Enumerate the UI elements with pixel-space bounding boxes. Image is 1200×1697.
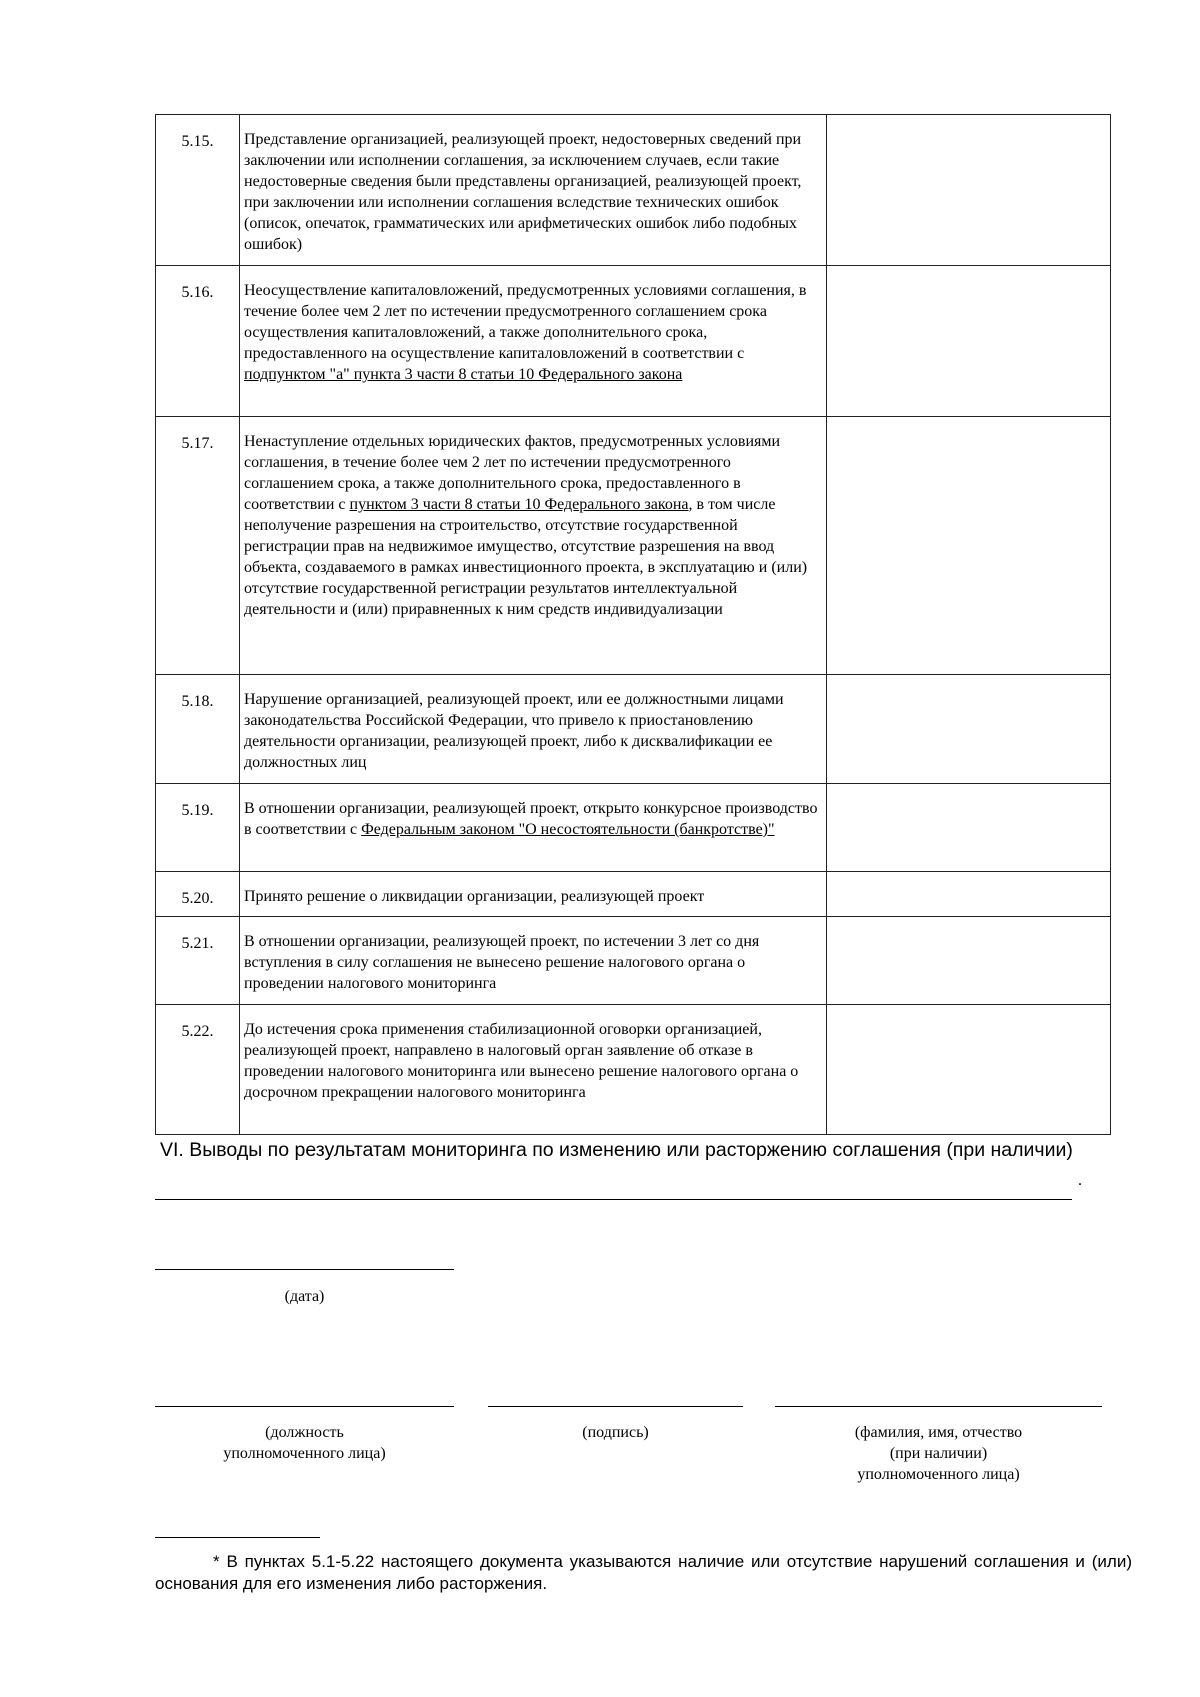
row-text (240, 417, 827, 675)
signature-caption: (подпись) (582, 1424, 649, 1441)
signature-line (488, 1406, 743, 1407)
row-text: В отношении организации, реализующей проект, по истечении 3 лет со дня вступления в силу соглашения не вынесено решение налогового органа о проведении налогового мониторинга (240, 917, 827, 1005)
row-text: Нарушение организацией, реализующей проект, или ее должностными лицами законодательства Российской Федерации, что привело к приостановлению деятельности организации, реализующей проект, либо к дисквалификации ее должностных лиц (240, 675, 827, 784)
row-number: 5.16. (156, 266, 240, 417)
row-value-cell (827, 417, 1111, 675)
position-line (155, 1406, 454, 1407)
row-value-cell (827, 784, 1111, 872)
row-value-cell (827, 1005, 1111, 1135)
row-text-part: Ненаступление отдельных юридических фактов, предусмотренных условиями соглашения, в течение более чем 2 лет по истечении предусмотренного соглашением срока, а также дополнительного срока, предоставленного в соответствии с (244, 433, 781, 513)
table-row (156, 417, 1111, 675)
row-text: Принято решение о ликвидации организации, реализующей проект (240, 872, 827, 917)
table-row (156, 675, 1111, 784)
table-row (156, 115, 1111, 266)
row-number: 5.18. (156, 675, 240, 784)
row-number: 5.19. (156, 784, 240, 872)
row-text: До истечения срока применения стабилизационной оговорки организацией, реализующей проект, направлено в налоговый орган заявление об отказе в проведении налогового мониторинга или вынесено решение налогового органа о досрочном прекращении налогового мониторинга (240, 1005, 827, 1135)
table-row (156, 1005, 1111, 1135)
row-text (240, 784, 827, 872)
date-caption: (дата) (284, 1288, 325, 1305)
footnote: * В пунктах 5.1-5.22 настоящего документа указываются наличие или отсутствие нарушений соглашения и (или) основания для его изменения либо расторжения. (155, 1552, 1132, 1593)
law-link[interactable]: Федеральным законом "О несостоятельности (банкротстве)" (361, 821, 775, 838)
row-number: 5.15. (156, 115, 240, 266)
row-number: 5.21. (156, 917, 240, 1005)
row-number: 5.20. (156, 872, 240, 917)
conclusion-line (155, 1199, 1072, 1200)
row-number: 5.17. (156, 417, 240, 675)
row-value-cell (827, 266, 1111, 417)
table-row (156, 266, 1111, 417)
row-text-part: , в том числе неполучение разрешения на строительство, отсутствие государственной регистрации прав на недвижимое имущество, отсутствие разрешения на ввод объекта, создаваемого в рамках инвестиционного проекта, в эксплуатацию и (или) отсутствие государственной регистрации результатов интеллектуальной деятельности и (или) приравненных к ним средств индивидуализации (244, 496, 808, 618)
table-row (156, 872, 1111, 917)
law-link[interactable]: пунктом 3 части 8 статьи 10 Федерального закона (349, 496, 689, 513)
law-link[interactable]: подпунктом "а" пункта 3 части 8 статьи 10 Федерального закона (244, 366, 683, 383)
table-row (156, 784, 1111, 872)
name-line (775, 1406, 1102, 1407)
name-caption: (фамилия, имя, отчество (при наличии) уполномоченного лица) (854, 1424, 1023, 1483)
row-value-cell (827, 872, 1111, 917)
row-value-cell (827, 675, 1111, 784)
row-text-part: В отношении организации, реализующей проект, открыто конкурсное производство в соответствии с (244, 800, 818, 838)
row-value-cell (827, 115, 1111, 266)
violations-table (155, 114, 1111, 1135)
row-text: Представление организацией, реализующей проект, недостоверных сведений при заключении или исполнении соглашения, за исключением случаев, если такие недостоверные сведения были представлены организацией, реализующей проект, при заключении или исполнении соглашения вследствие технических ошибок (описок, опечаток, грамматических или арифметических ошибок либо подобных ошибок) (240, 115, 827, 266)
row-value-cell (827, 917, 1111, 1005)
position-caption: (должность уполномоченного лица) (223, 1424, 386, 1462)
row-text (240, 266, 827, 417)
section-vi-title: VI. Выводы по результатам мониторинга по изменению или расторжению соглашения (при наличии) (160, 1139, 1073, 1161)
conclusion-dot: . (1078, 1172, 1082, 1189)
footnote-separator (155, 1537, 320, 1538)
table-row (156, 917, 1111, 1005)
row-number: 5.22. (156, 1005, 240, 1135)
row-text-part: Неосуществление капиталовложений, предусмотренных условиями соглашения, в течение более чем 2 лет по истечении предусмотренного соглашением срока осуществления капиталовложений, а также дополнительного срока, предоставленного на осуществление капиталовложений в соответствии с (244, 282, 807, 362)
date-line (155, 1269, 454, 1270)
